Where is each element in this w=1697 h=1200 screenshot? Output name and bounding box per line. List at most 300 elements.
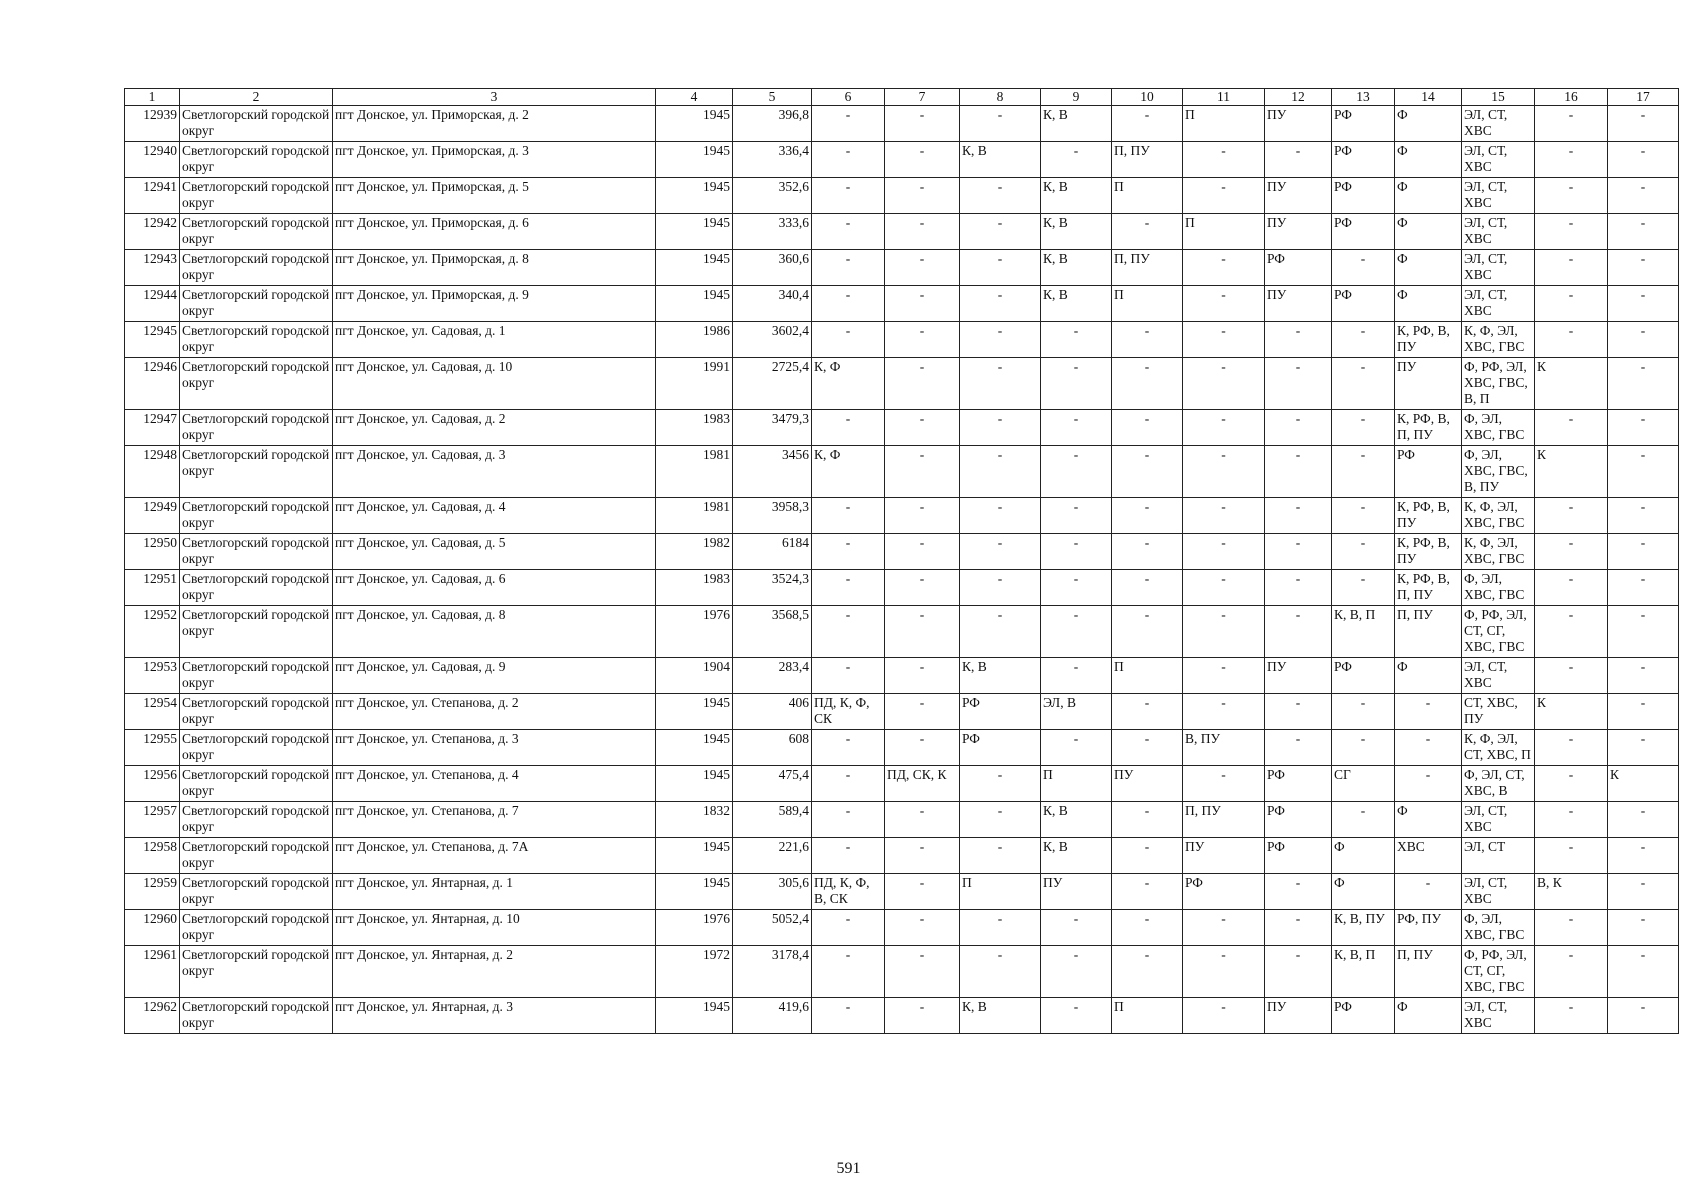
table-cell: 12951 [125,570,180,606]
table-cell: 1945 [656,694,733,730]
table-cell: Ф [1395,802,1462,838]
table-cell: П, ПУ [1183,802,1265,838]
table-cell: РФ [1183,874,1265,910]
table-cell: К, Ф [812,446,885,498]
table-cell: пгт Донское, ул. Приморская, д. 6 [333,214,656,250]
table-cell: СТ, ХВС, ПУ [1462,694,1535,730]
table-cell: 1945 [656,214,733,250]
table-cell: П [1112,998,1183,1034]
table-cell: - [885,838,960,874]
table-cell: Ф [1395,106,1462,142]
table-cell: - [960,570,1041,606]
table-row [125,142,1679,178]
table-cell: 1986 [656,322,733,358]
table-cell: 12940 [125,142,180,178]
table-cell: П [1112,658,1183,694]
table-cell: - [885,802,960,838]
table-cell: - [1041,322,1112,358]
table-cell: - [885,142,960,178]
table-cell: 475,4 [733,766,812,802]
table-cell: Ф, ЭЛ, СТ, ХВС, В [1462,766,1535,802]
table-cell: - [812,766,885,802]
table-cell: 12947 [125,410,180,446]
table-cell: - [885,606,960,658]
table-cell: 1945 [656,178,733,214]
table-cell: - [1112,498,1183,534]
table-row [125,766,1679,802]
table-cell: 12953 [125,658,180,694]
table-cell: 1972 [656,946,733,998]
table-cell: К [1535,446,1608,498]
table-cell: П, ПУ [1395,606,1462,658]
table-cell: - [1535,106,1608,142]
table-cell: К, В [960,658,1041,694]
table-cell: К, РФ, В, П, ПУ [1395,570,1462,606]
table-cell: - [1608,358,1679,410]
table-cell: - [1183,658,1265,694]
table-cell: 1983 [656,410,733,446]
table-cell: ПД, СК, К [885,766,960,802]
column-header-9: 9 [1041,89,1112,106]
table-cell: К, Ф, ЭЛ, СТ, ХВС, П [1462,730,1535,766]
table-cell: - [1608,874,1679,910]
table-cell: - [1112,534,1183,570]
table-cell: - [960,322,1041,358]
table-cell: 221,6 [733,838,812,874]
table-cell: Ф [1395,250,1462,286]
table-cell: ЭЛ, СТ, ХВС [1462,286,1535,322]
table-row [125,358,1679,410]
table-cell: - [1041,910,1112,946]
table-cell: - [812,658,885,694]
table-cell: Светлогорский городской округ [180,658,333,694]
table-cell: 1945 [656,730,733,766]
table-cell: - [885,498,960,534]
table-cell: К, В [960,998,1041,1034]
table-cell: - [960,606,1041,658]
table-cell: 12944 [125,286,180,322]
table-cell: - [1112,838,1183,874]
table-cell: - [1265,730,1332,766]
table-cell: Светлогорский городской округ [180,178,333,214]
table-cell: П [1183,214,1265,250]
table-cell: ЭЛ, СТ, ХВС [1462,106,1535,142]
table-cell: 1976 [656,910,733,946]
table-cell: 12955 [125,730,180,766]
table-cell: ПУ [1265,286,1332,322]
table-row [125,410,1679,446]
table-cell: - [812,498,885,534]
table-cell: - [1112,802,1183,838]
table-cell: 12950 [125,534,180,570]
table-cell: - [1608,838,1679,874]
table-cell: - [1395,874,1462,910]
table-cell: К, В [1041,838,1112,874]
table-cell: Ф [1395,178,1462,214]
table-cell: К, В [1041,106,1112,142]
table-cell: РФ [1332,214,1395,250]
table-cell: - [1112,106,1183,142]
table-cell: - [885,910,960,946]
table-cell: К, Ф [812,358,885,410]
table-cell: - [1535,766,1608,802]
table-cell: 1981 [656,498,733,534]
table-cell: - [960,498,1041,534]
table-cell: - [812,178,885,214]
column-header-6: 6 [812,89,885,106]
table-cell: П, ПУ [1112,142,1183,178]
table-cell: 3568,5 [733,606,812,658]
table-cell: - [1332,570,1395,606]
table-cell: ПУ [1265,106,1332,142]
table-cell: - [1535,286,1608,322]
table-row [125,730,1679,766]
table-cell: 5052,4 [733,910,812,946]
table-cell: - [1608,534,1679,570]
table-cell: Светлогорский городской округ [180,694,333,730]
table-cell: - [1395,766,1462,802]
table-cell: Ф, РФ, ЭЛ, ХВС, ГВС, В, П [1462,358,1535,410]
table-cell: Светлогорский городской округ [180,106,333,142]
table-cell: ЭЛ, СТ, ХВС [1462,142,1535,178]
table-cell: 12959 [125,874,180,910]
table-cell: - [1265,570,1332,606]
table-cell: 1982 [656,534,733,570]
table-cell: - [885,998,960,1034]
column-header-5: 5 [733,89,812,106]
table-cell: - [885,358,960,410]
table-row [125,214,1679,250]
table-cell: - [1183,286,1265,322]
table-cell: 1945 [656,142,733,178]
table-cell: - [1535,322,1608,358]
table-cell: Ф [1395,286,1462,322]
header-row [125,89,1679,106]
table-cell: 12941 [125,178,180,214]
column-header-4: 4 [656,89,733,106]
table-cell: 12945 [125,322,180,358]
table-cell: ЭЛ, СТ, ХВС [1462,998,1535,1034]
table-cell: - [812,998,885,1034]
table-row [125,946,1679,998]
table-cell: - [812,534,885,570]
table-cell: - [960,214,1041,250]
table-cell: К, В [1041,802,1112,838]
table-cell: 352,6 [733,178,812,214]
table-cell: - [1608,802,1679,838]
table-cell: - [812,838,885,874]
table-cell: ЭЛ, В [1041,694,1112,730]
table-cell: - [960,766,1041,802]
table-cell: - [1112,322,1183,358]
table-cell: 3456 [733,446,812,498]
table-cell: - [960,286,1041,322]
table-cell: РФ [960,694,1041,730]
table-cell: пгт Донское, ул. Садовая, д. 6 [333,570,656,606]
table-cell: - [1183,534,1265,570]
table-cell: - [1608,142,1679,178]
table-cell: - [1535,838,1608,874]
table-cell: ПУ [1265,998,1332,1034]
table-cell: - [1265,142,1332,178]
table-row [125,658,1679,694]
table-cell: ЭЛ, СТ, ХВС [1462,658,1535,694]
table-cell: П, ПУ [1395,946,1462,998]
table-cell: ЭЛ, СТ, ХВС [1462,250,1535,286]
table-cell: - [1183,946,1265,998]
table-header [125,89,1679,106]
table-cell: 360,6 [733,250,812,286]
table-cell: Ф [1332,874,1395,910]
table-cell: Светлогорский городской округ [180,358,333,410]
table-cell: - [960,178,1041,214]
table-row [125,694,1679,730]
table-cell: ЭЛ, СТ, ХВС [1462,214,1535,250]
table-cell: ЭЛ, СТ, ХВС [1462,178,1535,214]
table-cell: 419,6 [733,998,812,1034]
table-cell: Ф, ЭЛ, ХВС, ГВС [1462,910,1535,946]
table-cell: - [812,142,885,178]
table-cell: - [1608,946,1679,998]
table-cell: - [960,410,1041,446]
table-cell: ЭЛ, СТ [1462,838,1535,874]
table-cell: - [1112,214,1183,250]
table-cell: - [960,250,1041,286]
table-row [125,838,1679,874]
column-header-7: 7 [885,89,960,106]
table-row [125,534,1679,570]
table-cell: - [960,534,1041,570]
table-cell: - [1395,694,1462,730]
table-cell: - [1183,498,1265,534]
table-cell: - [812,214,885,250]
column-header-14: 14 [1395,89,1462,106]
table-cell: - [885,946,960,998]
table-cell: - [1265,946,1332,998]
table-cell: РФ, ПУ [1395,910,1462,946]
table-cell: пгт Донское, ул. Янтарная, д. 3 [333,998,656,1034]
table-cell: - [1183,250,1265,286]
table-cell: - [812,322,885,358]
table-cell: - [1183,142,1265,178]
table-cell: Светлогорский городской округ [180,446,333,498]
table-row [125,802,1679,838]
table-cell: - [1608,322,1679,358]
table-cell: Светлогорский городской округ [180,606,333,658]
table-cell: Светлогорский городской округ [180,946,333,998]
table-cell: - [960,106,1041,142]
table-cell: - [1608,250,1679,286]
column-header-17: 17 [1608,89,1679,106]
table-cell: - [1535,606,1608,658]
table-cell: - [812,250,885,286]
table-cell: Ф, ЭЛ, ХВС, ГВС [1462,410,1535,446]
table-cell: ПУ [1041,874,1112,910]
table-cell: - [1395,730,1462,766]
table-cell: пгт Донское, ул. Садовая, д. 9 [333,658,656,694]
table-body [125,106,1679,1034]
table-cell: - [1535,910,1608,946]
table-cell: - [1535,658,1608,694]
table-cell: пгт Донское, ул. Садовая, д. 1 [333,322,656,358]
table-cell: - [1041,534,1112,570]
table-cell: - [812,802,885,838]
table-cell: К, РФ, В, ПУ [1395,498,1462,534]
table-cell: 1983 [656,570,733,606]
table-cell: - [1332,534,1395,570]
table-cell: - [1332,358,1395,410]
column-header-2: 2 [180,89,333,106]
table-cell: П [1183,106,1265,142]
table-cell: - [1183,694,1265,730]
table-cell: Ф [1395,998,1462,1034]
table-cell: - [1535,214,1608,250]
table-cell: пгт Донское, ул. Приморская, д. 3 [333,142,656,178]
table-cell: Светлогорский городской округ [180,802,333,838]
table-cell: Светлогорский городской округ [180,874,333,910]
table-cell: - [885,446,960,498]
table-cell: - [960,910,1041,946]
table-cell: РФ [1395,446,1462,498]
column-header-15: 15 [1462,89,1535,106]
table-cell: К, РФ, В, ПУ [1395,322,1462,358]
table-cell: 1904 [656,658,733,694]
table-cell: К, В [1041,178,1112,214]
table-cell: РФ [1265,802,1332,838]
table-row [125,874,1679,910]
table-cell: - [1608,606,1679,658]
table-cell: 12957 [125,802,180,838]
table-cell: 333,6 [733,214,812,250]
table-row [125,498,1679,534]
table-cell: - [812,730,885,766]
table-cell: Ф, РФ, ЭЛ, СТ, СГ, ХВС, ГВС [1462,946,1535,998]
table-cell: 12946 [125,358,180,410]
table-cell: пгт Донское, ул. Садовая, д. 8 [333,606,656,658]
table-cell: пгт Донское, ул. Степанова, д. 7А [333,838,656,874]
table-cell: 12954 [125,694,180,730]
table-cell: К, Ф, ЭЛ, ХВС, ГВС [1462,498,1535,534]
table-cell: пгт Донское, ул. Садовая, д. 3 [333,446,656,498]
table-cell: К, В [960,142,1041,178]
table-cell: К, В [1041,286,1112,322]
register-table [124,88,1679,1034]
table-cell: 1945 [656,838,733,874]
table-cell: ПУ [1395,358,1462,410]
table-cell: Светлогорский городской округ [180,998,333,1034]
table-cell: - [1112,694,1183,730]
table-cell: - [1332,410,1395,446]
table-cell: Ф, ЭЛ, ХВС, ГВС [1462,570,1535,606]
table-cell: 396,8 [733,106,812,142]
table-cell: К, В [1041,214,1112,250]
table-cell: 1945 [656,286,733,322]
table-cell: ПУ [1265,178,1332,214]
table-cell: - [1041,358,1112,410]
table-cell: ПУ [1112,766,1183,802]
table-cell: пгт Донское, ул. Садовая, д. 4 [333,498,656,534]
table-cell: - [1535,998,1608,1034]
table-cell: - [1608,498,1679,534]
table-cell: Ф, ЭЛ, ХВС, ГВС, В, ПУ [1462,446,1535,498]
table-cell: - [1535,178,1608,214]
table-cell: В, ПУ [1183,730,1265,766]
column-header-16: 16 [1535,89,1608,106]
table-cell: 1945 [656,250,733,286]
table-cell: К, В, П [1332,946,1395,998]
table-cell: - [1041,606,1112,658]
table-cell: - [1535,730,1608,766]
table-cell: В, К [1535,874,1608,910]
table-cell: П [1041,766,1112,802]
table-cell: - [1608,410,1679,446]
table-cell: РФ [1265,838,1332,874]
table-cell: - [812,570,885,606]
table-cell: 1832 [656,802,733,838]
table-cell: - [1535,498,1608,534]
table-cell: пгт Донское, ул. Садовая, д. 5 [333,534,656,570]
table-cell: РФ [1332,998,1395,1034]
table-cell: 3958,3 [733,498,812,534]
table-cell: - [1332,802,1395,838]
table-cell: - [1112,910,1183,946]
table-cell: - [885,658,960,694]
table-cell: П [1112,286,1183,322]
table-cell: пгт Донское, ул. Приморская, д. 5 [333,178,656,214]
table-cell: - [1535,946,1608,998]
table-cell: Светлогорский городской округ [180,838,333,874]
table-cell: - [1183,410,1265,446]
table-cell: 283,4 [733,658,812,694]
table-cell: пгт Донское, ул. Садовая, д. 2 [333,410,656,446]
table-cell: - [812,606,885,658]
table-cell: - [1265,874,1332,910]
table-cell: - [885,874,960,910]
page-number: 591 [836,1160,861,1177]
table-cell: - [1041,410,1112,446]
table-row [125,178,1679,214]
table-cell: П [960,874,1041,910]
table-cell: - [1112,446,1183,498]
table-cell: - [1332,730,1395,766]
table-cell: 3602,4 [733,322,812,358]
table-cell: Ф [1395,214,1462,250]
table-cell: Светлогорский городской округ [180,730,333,766]
table-cell: ПУ [1265,658,1332,694]
table-cell: - [812,410,885,446]
table-cell: 1981 [656,446,733,498]
table-row [125,570,1679,606]
table-cell: - [885,570,960,606]
table-cell: 589,4 [733,802,812,838]
table-cell: ЭЛ, СТ, ХВС [1462,802,1535,838]
table-cell: - [1041,446,1112,498]
table-cell: К, В, П [1332,606,1395,658]
table-cell: - [1112,946,1183,998]
table-cell: - [1041,658,1112,694]
table-cell: пгт Донское, ул. Степанова, д. 2 [333,694,656,730]
table-cell: 12948 [125,446,180,498]
table-cell: - [1265,694,1332,730]
table-cell: - [1332,694,1395,730]
table-cell: - [1112,410,1183,446]
table-cell: пгт Донское, ул. Садовая, д. 10 [333,358,656,410]
table-cell: - [1183,570,1265,606]
table-cell: пгт Донское, ул. Янтарная, д. 1 [333,874,656,910]
table-cell: - [1608,446,1679,498]
table-cell: - [1041,142,1112,178]
column-header-10: 10 [1112,89,1183,106]
